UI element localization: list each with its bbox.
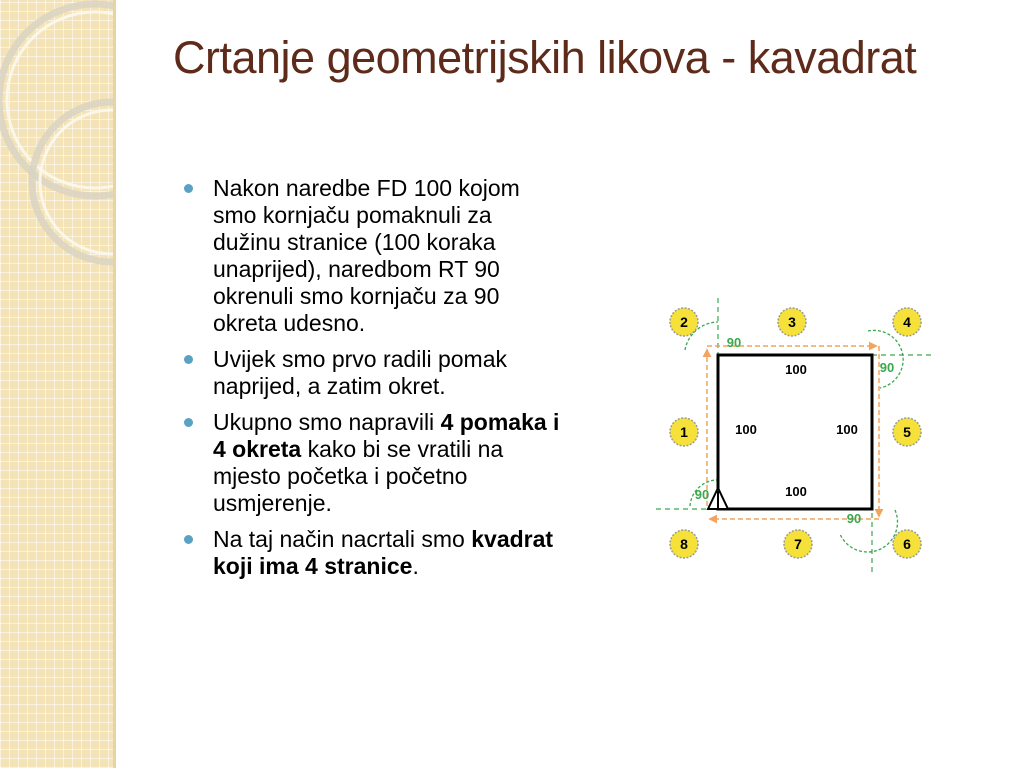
bullet-text: Uvijek smo prvo radili pomak naprijed, a zatim okret. bbox=[213, 346, 507, 399]
side-length-bottom: 100 bbox=[785, 484, 807, 499]
turn-angle-top-right: 90 bbox=[879, 360, 895, 375]
step-marker bbox=[784, 530, 812, 558]
decorative-sidebar bbox=[0, 0, 113, 768]
square-turtle-diagram bbox=[650, 290, 950, 580]
step-marker bbox=[893, 308, 921, 336]
bullet-item bbox=[183, 175, 563, 337]
turn-angle-top-left: 90 bbox=[726, 335, 742, 350]
bullet-text: kako bi se vratili na mjesto početka i početno usmjerenje. bbox=[213, 436, 504, 516]
step-marker bbox=[893, 530, 921, 558]
bullet-bold-text: kvadrat koji ima 4 stranice bbox=[213, 526, 554, 579]
slide-title: Crtanje geometrijskih likova - kavadrat bbox=[173, 32, 917, 83]
side-length-left: 100 bbox=[735, 422, 757, 437]
side-length-right: 100 bbox=[836, 422, 858, 437]
bullet-text: Nakon naredbe FD 100 kojom smo kornjaču pomaknuli za dužinu stranice (100 koraka unaprijed), naredbom RT 90 okrenuli smo kornjaču za 90 okreta udesno. bbox=[213, 175, 520, 336]
step-marker bbox=[670, 418, 698, 446]
decorative-rings bbox=[0, 0, 113, 768]
sidebar-edge bbox=[113, 0, 116, 768]
step-marker bbox=[893, 418, 921, 446]
step-marker-label: 3 bbox=[788, 314, 796, 330]
step-marker-label: 2 bbox=[680, 314, 688, 330]
turtle-icon bbox=[708, 488, 728, 509]
step-marker-label: 7 bbox=[794, 536, 802, 552]
step-marker bbox=[778, 308, 806, 336]
bullet-item bbox=[183, 409, 563, 517]
turn-angle-bottom-left: 90 bbox=[694, 487, 710, 502]
step-marker-label: 1 bbox=[680, 424, 688, 440]
bullet-item bbox=[183, 346, 563, 400]
bullet-text: Ukupno smo napravili bbox=[213, 409, 441, 435]
bullet-text: Na taj način nacrtali smo bbox=[213, 526, 472, 552]
step-marker-label: 4 bbox=[903, 314, 911, 330]
step-marker-label: 5 bbox=[903, 424, 911, 440]
bullet-bold-text: 4 pomaka i 4 okreta bbox=[213, 409, 560, 462]
step-marker-label: 6 bbox=[903, 536, 911, 552]
side-length-top: 100 bbox=[785, 362, 807, 377]
bullet-list bbox=[183, 175, 563, 589]
bullet-text: . bbox=[412, 553, 419, 579]
bullet-item bbox=[183, 526, 563, 580]
step-marker-label: 8 bbox=[680, 536, 688, 552]
step-marker bbox=[670, 530, 698, 558]
turn-angle-bottom-right: 90 bbox=[846, 511, 862, 526]
step-marker bbox=[670, 308, 698, 336]
